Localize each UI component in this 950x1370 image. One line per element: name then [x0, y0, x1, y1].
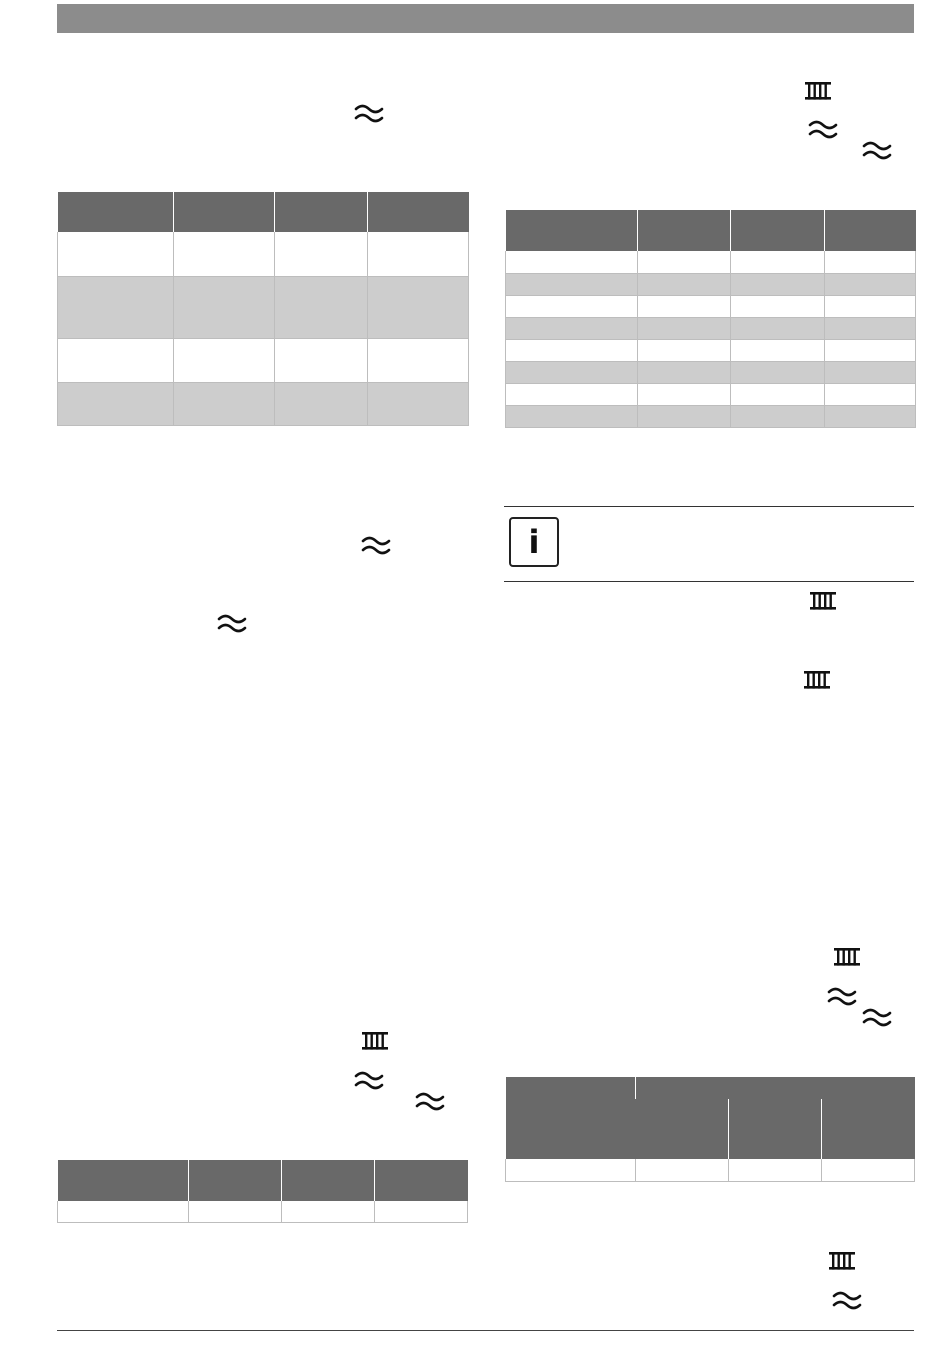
table-row — [58, 276, 469, 338]
table-row — [506, 295, 916, 317]
info-icon: i — [509, 517, 559, 567]
water-wave-icon — [354, 101, 384, 125]
radiator-icon — [808, 589, 838, 613]
water-wave-icon — [832, 1288, 862, 1312]
table-row — [506, 317, 916, 339]
info-note — [504, 506, 914, 582]
radiator-icon — [360, 1029, 390, 1053]
water-wave-icon — [217, 611, 247, 635]
spec-table-3 — [57, 1160, 468, 1223]
table-header-row — [58, 192, 469, 232]
table-row — [506, 1159, 915, 1181]
table-header-row — [58, 1160, 468, 1201]
spec-table-2 — [505, 210, 916, 428]
water-wave-icon — [862, 1005, 892, 1029]
spec-table-4 — [505, 1077, 915, 1182]
table-row — [58, 382, 469, 425]
table-header-row — [506, 1077, 915, 1099]
table-row — [58, 338, 469, 382]
page-header-bar — [57, 4, 914, 33]
footer-rule — [57, 1330, 914, 1331]
water-wave-icon — [354, 1068, 384, 1092]
table-row — [506, 251, 916, 273]
table-row — [58, 232, 469, 276]
table-row — [506, 361, 916, 383]
radiator-icon — [827, 1249, 857, 1273]
water-wave-icon — [827, 984, 857, 1008]
radiator-icon — [832, 945, 862, 969]
water-wave-icon — [415, 1089, 445, 1113]
water-wave-icon — [361, 533, 391, 557]
radiator-icon — [803, 79, 833, 103]
table-row — [58, 1201, 468, 1222]
water-wave-icon — [808, 117, 838, 141]
table-row — [506, 405, 916, 427]
water-wave-icon — [862, 138, 892, 162]
radiator-icon — [802, 668, 832, 692]
table-row — [506, 273, 916, 295]
table-row — [506, 383, 916, 405]
table-row — [506, 339, 916, 361]
spec-table-1 — [57, 192, 469, 426]
table-header-row — [506, 210, 916, 251]
